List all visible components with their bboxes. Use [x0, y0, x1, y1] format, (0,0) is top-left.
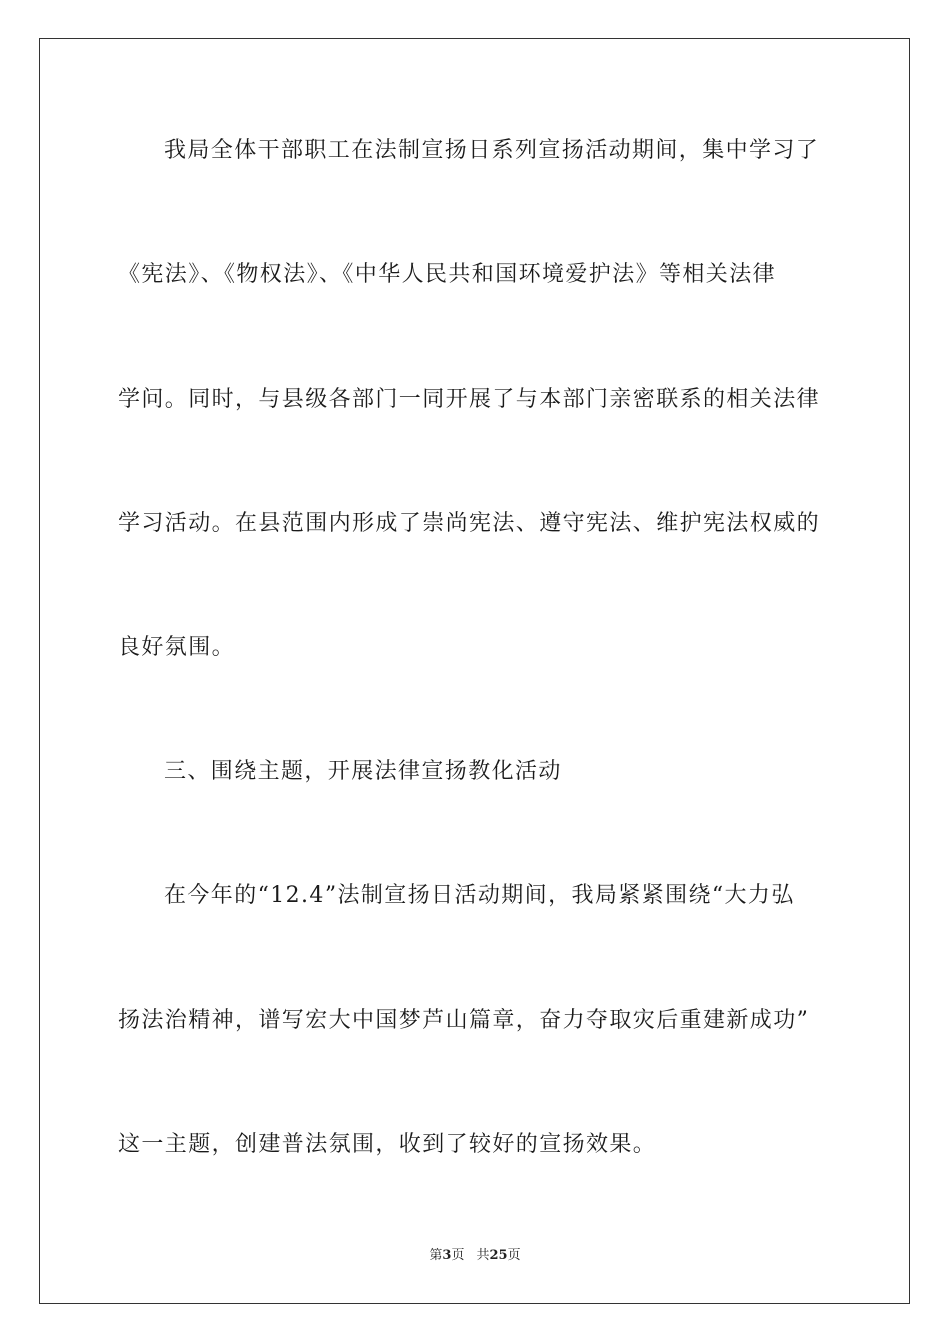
paragraph-line: 在今年的“12.4”法制宣扬日活动期间，我局紧紧围绕“大力弘 [164, 883, 795, 908]
page-footer [0, 1247, 950, 1265]
paragraph-line: 学问。同时，与县级各部门一同开展了与本部门亲密联系的相关法律 [118, 387, 821, 412]
page-label-suffix: 页 [451, 1248, 465, 1263]
paragraph-line: 学习活动。在县范围内形成了崇尚宪法、遵守宪法、维护宪法权威的 [118, 511, 821, 536]
page-border [39, 38, 910, 1304]
total-label-suffix: 页 [507, 1248, 521, 1263]
paragraph-line: 扬法治精神，谱写宏大中国梦芦山篇章，奋力夺取灾后重建新成功” [118, 1008, 810, 1033]
total-label-prefix: 共 [476, 1248, 490, 1263]
paragraph-line: 《宪法》、《物权法》、《中华人民共和国环境爱护法》等相关法律 [118, 262, 777, 287]
paragraph-line: 良好氛围。 [118, 635, 236, 660]
paragraph-line: 这一主题，创建普法氛围，收到了较好的宣扬效果。 [118, 1132, 657, 1157]
paragraph-line: 我局全体干部职工在法制宣扬日系列宣扬活动期间，集中学习了 [164, 138, 820, 163]
page-label-prefix: 第 [429, 1248, 443, 1263]
section-heading: 三、围绕主题，开展法律宣扬教化活动 [164, 759, 562, 784]
total-pages: 25 [489, 1248, 508, 1263]
page-number: 3 [442, 1248, 452, 1263]
